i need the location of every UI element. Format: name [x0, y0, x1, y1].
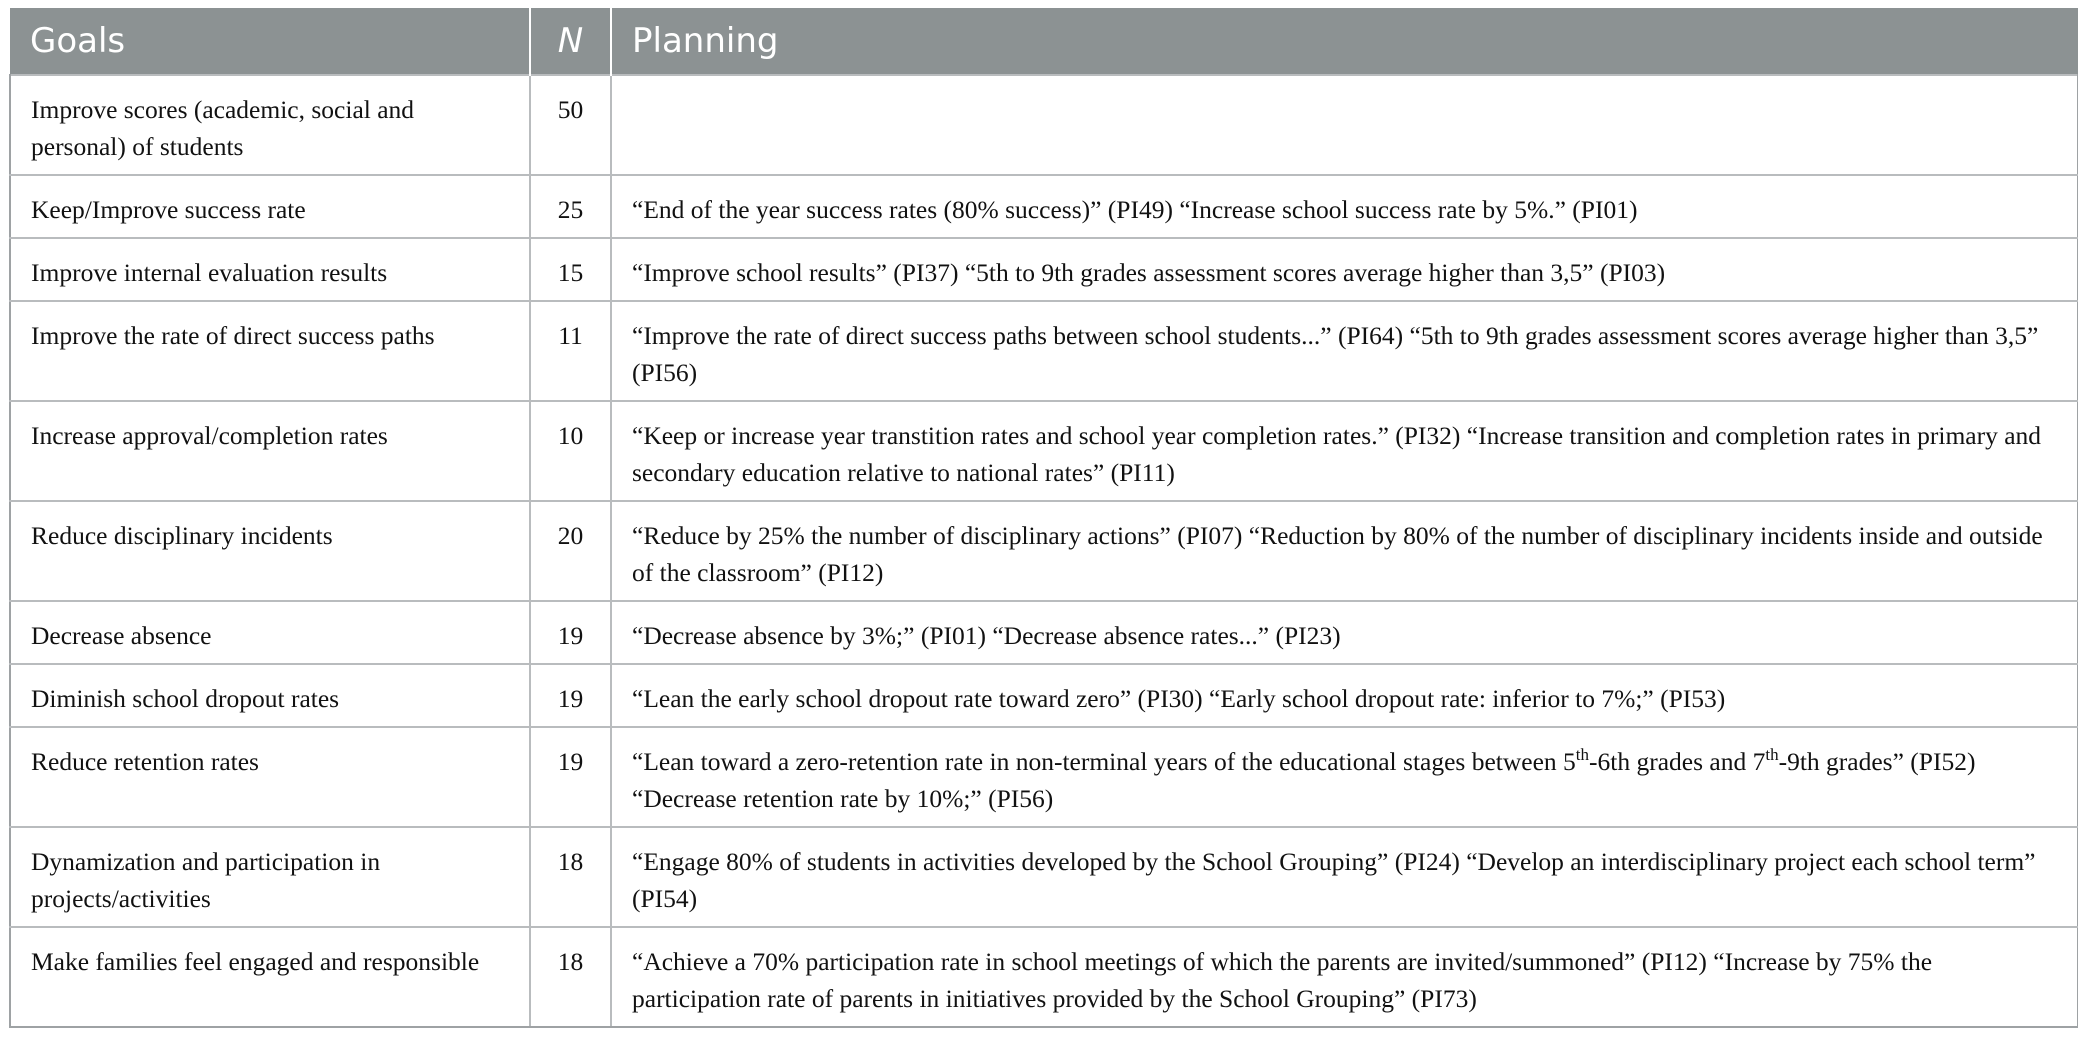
table-row [10, 601, 2078, 664]
planning-cell: “Improve the rate of direct success paths between school students...” (PI64) “5th to 9th grades assessment scores average higher than 3,5” (PI56) [611, 301, 2078, 401]
n-cell: 25 [530, 175, 611, 238]
planning-cell: “Engage 80% of students in activities developed by the School Grouping” (PI24) “Develop an interdisciplinary project each school term” (PI54) [611, 827, 2078, 927]
table-row [10, 727, 2078, 827]
planning-cell [611, 75, 2078, 175]
goal-cell: Keep/Improve success rate [10, 175, 530, 238]
planning-cell: “Improve school results” (PI37) “5th to 9th grades assessment scores average higher than 3,5” (PI03) [611, 238, 2078, 301]
n-cell: 19 [530, 601, 611, 664]
n-cell: 15 [530, 238, 611, 301]
table-row [10, 238, 2078, 301]
planning-cell: “Achieve a 70% participation rate in school meetings of which the parents are invited/summoned” (PI12) “Increase by 75% the participation rate of parents in initiatives provided by the School Grouping” (PI73) [611, 927, 2078, 1027]
n-cell: 20 [530, 501, 611, 601]
n-cell: 10 [530, 401, 611, 501]
n-cell: 18 [530, 927, 611, 1027]
ordinal-superscript: th [1765, 745, 1779, 764]
table-row [10, 501, 2078, 601]
goal-cell: Improve scores (academic, social and personal) of students [10, 75, 530, 175]
goal-cell: Dynamization and participation in projects/activities [10, 827, 530, 927]
n-cell: 19 [530, 727, 611, 827]
goal-cell: Make families feel engaged and responsible [10, 927, 530, 1027]
ordinal-superscript: th [1575, 745, 1590, 764]
n-cell: 19 [530, 664, 611, 727]
goal-cell: Increase approval/completion rates [10, 401, 530, 501]
goal-cell: Improve the rate of direct success paths [10, 301, 530, 401]
goal-cell: Reduce retention rates [10, 727, 530, 827]
planning-cell: “End of the year success rates (80% success)” (PI49) “Increase school success rate by 5%.” (PI01) [611, 175, 2078, 238]
planning-cell: “Keep or increase year transtition rates and school year completion rates.” (PI32) “Increase transition and completion rates in primary and secondary education relative to national rates” (PI11) [611, 401, 2078, 501]
goals-table [9, 8, 2078, 1028]
planning-cell: “Reduce by 25% the number of disciplinary actions” (PI07) “Reduction by 80% of the number of disciplinary incidents inside and outside of the classroom” (PI12) [611, 501, 2078, 601]
n-cell: 18 [530, 827, 611, 927]
column-header-n: N [530, 8, 611, 75]
goal-cell: Reduce disciplinary incidents [10, 501, 530, 601]
table-row [10, 401, 2078, 501]
planning-text: -9th grades” (PI52) “Decrease retention rate by 10%;” (PI56) [632, 747, 1976, 813]
goal-cell: Decrease absence [10, 601, 530, 664]
table-row [10, 827, 2078, 927]
n-cell: 11 [530, 301, 611, 401]
planning-text: -6th grades and 7 [1589, 747, 1766, 776]
goal-cell: Improve internal evaluation results [10, 238, 530, 301]
planning-cell [611, 727, 2078, 827]
header-row [10, 8, 2078, 75]
planning-cell: “Decrease absence by 3%;” (PI01) “Decrease absence rates...” (PI23) [611, 601, 2078, 664]
table-row [10, 664, 2078, 727]
column-header-goals: Goals [10, 8, 530, 75]
table-row [10, 927, 2078, 1027]
planning-cell: “Lean the early school dropout rate toward zero” (PI30) “Early school dropout rate: inferior to 7%;” (PI53) [611, 664, 2078, 727]
table-row [10, 301, 2078, 401]
goal-cell: Diminish school dropout rates [10, 664, 530, 727]
planning-text: “Lean toward a zero-retention rate in non-terminal years of the educational stages between 5 [632, 747, 1576, 776]
table-row [10, 75, 2078, 175]
n-cell: 50 [530, 75, 611, 175]
table-row [10, 175, 2078, 238]
column-header-planning: Planning [611, 8, 2078, 75]
